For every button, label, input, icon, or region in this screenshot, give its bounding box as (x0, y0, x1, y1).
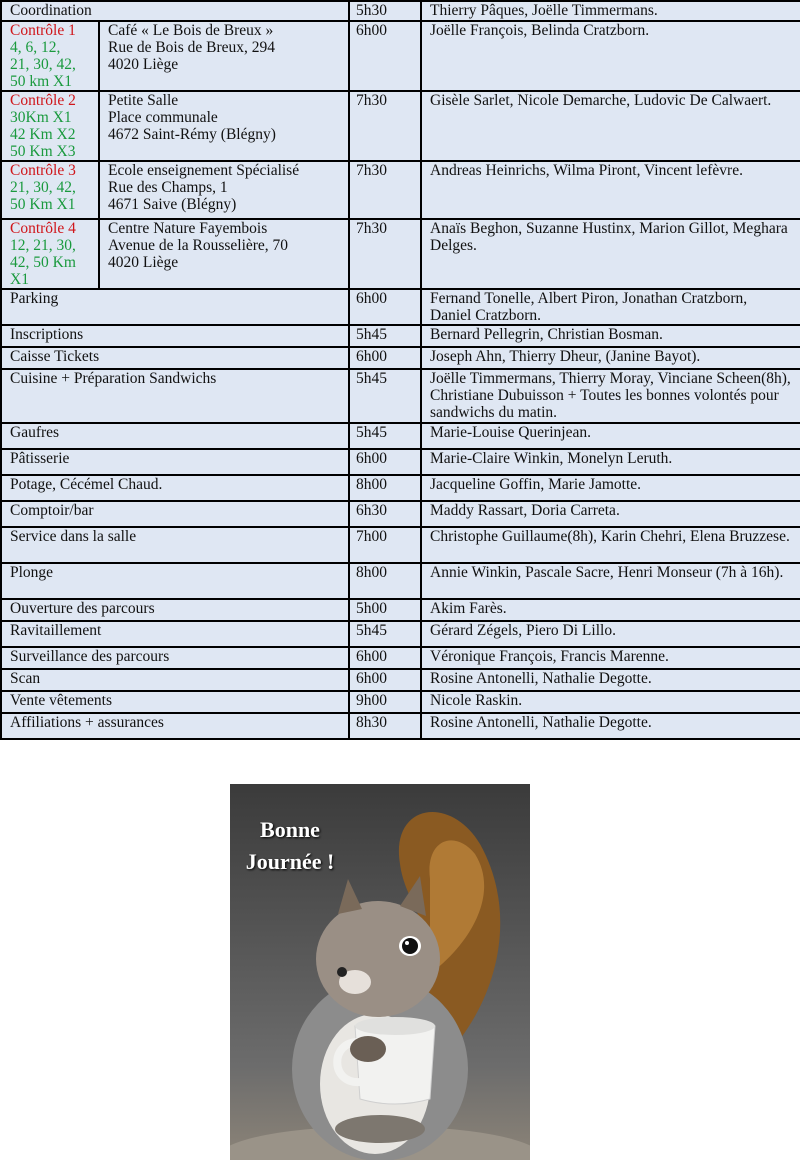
task-cell: Inscriptions (1, 325, 349, 347)
task-cell: Gaufres (1, 423, 349, 449)
control-distances: 12, 21, 30, 42, 50 Km X1 (10, 237, 76, 288)
time-cell: 5h30 (349, 1, 421, 21)
time-cell: 5h45 (349, 325, 421, 347)
time-cell: 6h00 (349, 669, 421, 691)
location-cell (99, 91, 349, 161)
greeting-line-2: Journée ! (245, 849, 335, 874)
task-cell: Plonge (1, 563, 349, 599)
people-cell: Marie-Claire Winkin, Monelyn Leruth. (421, 449, 800, 475)
people-cell: Joëlle François, Belinda Cratzborn. (421, 21, 800, 91)
task-cell: Service dans la salle (1, 527, 349, 563)
control-distances: 21, 30, 42, 50 Km X1 (10, 179, 76, 213)
time-cell: 7h30 (349, 91, 421, 161)
people-cell: Andreas Heinrichs, Wilma Piront, Vincent lefèvre. (421, 161, 800, 219)
time-cell: 6h00 (349, 449, 421, 475)
task-cell: Scan (1, 669, 349, 691)
people-cell: Christophe Guillaume(8h), Karin Chehri, Elena Bruzzese. (421, 527, 800, 563)
control-cell (1, 91, 99, 161)
time-cell: 5h45 (349, 621, 421, 647)
people-cell: Véronique François, Francis Marenne. (421, 647, 800, 669)
task-cell: Comptoir/bar (1, 501, 349, 527)
time-cell: 6h30 (349, 501, 421, 527)
task-cell: Ravitaillement (1, 621, 349, 647)
time-cell: 8h00 (349, 563, 421, 599)
time-cell: 5h00 (349, 599, 421, 621)
time-cell: 7h00 (349, 527, 421, 563)
location-address: Petite Salle Place communale 4672 Saint-Rémy (Blégny) (108, 92, 276, 143)
task-cell: Potage, Cécémel Chaud. (1, 475, 349, 501)
people-cell: Gisèle Sarlet, Nicole Demarche, Ludovic De Calwaert. (421, 91, 800, 161)
table-row (1, 325, 800, 347)
location-address: Centre Nature Fayembois Avenue de la Rousselière, 70 4020 Liège (108, 220, 289, 271)
greeting-card (230, 784, 530, 1160)
time-cell: 6h00 (349, 647, 421, 669)
control-cell (1, 161, 99, 219)
task-cell: Coordination (1, 1, 349, 21)
control-cell (1, 21, 99, 91)
table-row (1, 369, 800, 423)
table-row (1, 647, 800, 669)
people-cell: Jacqueline Goffin, Marie Jamotte. (421, 475, 800, 501)
table-row (1, 691, 800, 713)
people-cell: Marie-Louise Querinjean. (421, 423, 800, 449)
location-cell (99, 21, 349, 91)
task-cell: Cuisine + Préparation Sandwichs (1, 369, 349, 423)
table-row (1, 475, 800, 501)
time-cell: 5h45 (349, 369, 421, 423)
control-name: Contrôle 4 (10, 220, 76, 237)
task-cell: Pâtisserie (1, 449, 349, 475)
task-cell: Vente vêtements (1, 691, 349, 713)
people-cell: Annie Winkin, Pascale Sacre, Henri Monseur (7h à 16h). (421, 563, 800, 599)
people-cell: Rosine Antonelli, Nathalie Degotte. (421, 669, 800, 691)
people-cell: Joseph Ahn, Thierry Dheur, (Janine Bayot). (421, 347, 800, 369)
people-cell: Gérard Zégels, Piero Di Lillo. (421, 621, 800, 647)
table-row (1, 449, 800, 475)
control-distances: 30Km X1 42 Km X2 50 Km X3 (10, 109, 76, 160)
time-cell: 9h00 (349, 691, 421, 713)
time-cell: 8h00 (349, 475, 421, 501)
table-row (1, 289, 800, 325)
table-row (1, 621, 800, 647)
time-cell: 6h00 (349, 347, 421, 369)
greeting-text (230, 814, 350, 878)
table-row (1, 161, 800, 219)
time-cell: 7h30 (349, 161, 421, 219)
table-row (1, 713, 800, 739)
people-cell: Joëlle Timmermans, Thierry Moray, Vinciane Scheen(8h), Christiane Dubuisson + Toutes les bonnes volontés pour sandwichs du matin. (421, 369, 800, 423)
task-cell: Caisse Tickets (1, 347, 349, 369)
task-cell: Ouverture des parcours (1, 599, 349, 621)
location-cell (99, 219, 349, 289)
task-cell: Parking (1, 289, 349, 325)
table-row (1, 501, 800, 527)
table-row (1, 1, 800, 21)
table-row (1, 563, 800, 599)
people-cell: Akim Farès. (421, 599, 800, 621)
location-address: Ecole enseignement Spécialisé Rue des Champs, 1 4671 Saive (Blégny) (108, 162, 300, 213)
control-name: Contrôle 2 (10, 92, 76, 109)
control-distances: 4, 6, 12, 21, 30, 42, 50 km X1 (10, 39, 76, 90)
table-row (1, 219, 800, 289)
control-cell (1, 219, 99, 289)
table-row (1, 347, 800, 369)
location-cell (99, 161, 349, 219)
people-cell: Maddy Rassart, Doria Carreta. (421, 501, 800, 527)
table-row (1, 423, 800, 449)
people-cell: Thierry Pâques, Joëlle Timmermans. (421, 1, 800, 21)
time-cell: 6h00 (349, 21, 421, 91)
people-cell: Nicole Raskin. (421, 691, 800, 713)
table-row (1, 669, 800, 691)
table-row (1, 91, 800, 161)
control-name: Contrôle 3 (10, 162, 76, 179)
table-row (1, 599, 800, 621)
table-row (1, 21, 800, 91)
time-cell: 8h30 (349, 713, 421, 739)
greeting-line-1: Bonne (260, 817, 320, 842)
people-cell: Anaïs Beghon, Suzanne Hustinx, Marion Gillot, Meghara Delges. (421, 219, 800, 289)
time-cell: 5h45 (349, 423, 421, 449)
task-cell: Affiliations + assurances (1, 713, 349, 739)
table-row (1, 527, 800, 563)
control-name: Contrôle 1 (10, 22, 76, 39)
task-cell: Surveillance des parcours (1, 647, 349, 669)
time-cell: 6h00 (349, 289, 421, 325)
people-cell: Fernand Tonelle, Albert Piron, Jonathan Cratzborn, Daniel Cratzborn. (421, 289, 800, 325)
people-cell: Rosine Antonelli, Nathalie Degotte. (421, 713, 800, 739)
people-cell: Bernard Pellegrin, Christian Bosman. (421, 325, 800, 347)
location-address: Café « Le Bois de Breux » Rue de Bois de Breux, 294 4020 Liège (108, 22, 276, 73)
time-cell: 7h30 (349, 219, 421, 289)
